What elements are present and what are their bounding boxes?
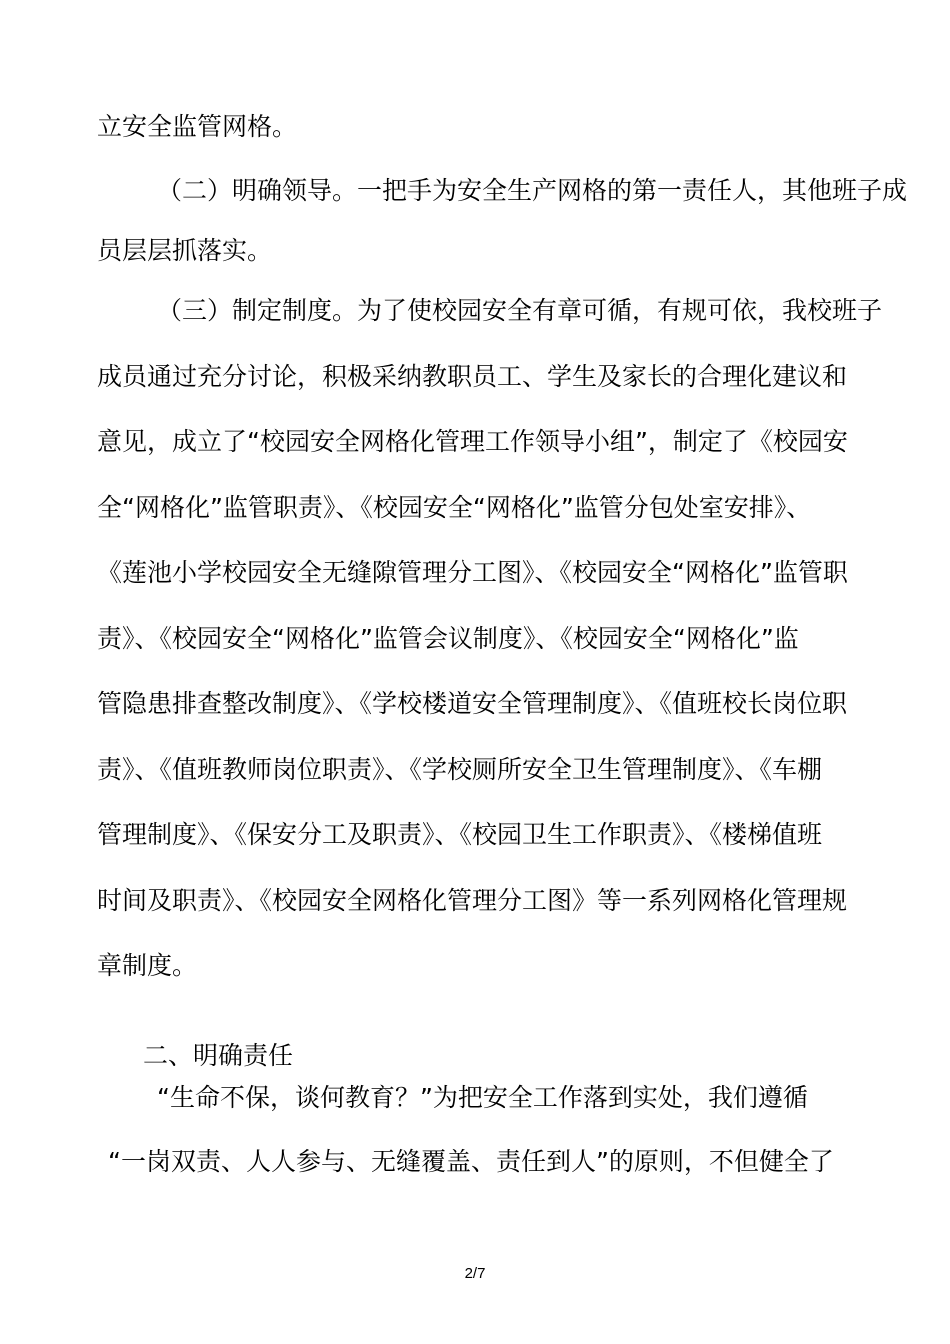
section-heading: 二、明确责任: [143, 1041, 294, 1070]
paragraph-line: 《莲池小学校园安全无缝隙管理分工图》、《校园安全“网格化”监管职: [97, 558, 848, 587]
paragraph-line: 立安全监管网格。: [97, 112, 298, 141]
paragraph-line: 管隐患排查整改制度》、《学校楼道安全管理制度》、《值班校长岗位职: [97, 689, 848, 718]
paragraph-line: 意见，成立了“校园安全网格化管理工作领导小组”，制定了《校园安: [97, 427, 848, 456]
paragraph-line: （三）制定制度。为了使校园安全有章可循，有规可依，我校班子: [157, 296, 883, 325]
paragraph-line: “一岗双责、人人参与、无缝覆盖、责任到人”的原则，不但健全了: [108, 1147, 834, 1176]
paragraph-line: 章制度。: [97, 951, 198, 980]
paragraph-line: 责》、《校园安全“网格化”监管会议制度》、《校园安全“网格化”监: [97, 624, 799, 653]
paragraph-line: 员层层抓落实。: [97, 236, 273, 265]
paragraph-line: 管理制度》、《保安分工及职责》、《校园卫生工作职责》、《楼梯值班: [97, 820, 823, 849]
paragraph-line: “生命不保，谈何教育？”为把安全工作落到实处，我们遵循: [157, 1083, 808, 1112]
paragraph-line: （二）明确领导。一把手为安全生产网格的第一责任人，其他班子成: [157, 176, 908, 205]
paragraph-line: 成员通过充分讨论，积极采纳教职员工、学生及家长的合理化建议和: [97, 362, 848, 391]
paragraph-line: 全“网格化”监管职责》、《校园安全“网格化”监管分包处室安排》、: [97, 493, 812, 522]
paragraph-line: 时间及职责》、《校园安全网格化管理分工图》等一系列网格化管理规: [97, 886, 848, 915]
paragraph-line: 责》、《值班教师岗位职责》、《学校厕所安全卫生管理制度》、《车棚: [97, 755, 823, 784]
page-number: 2/7: [464, 1265, 486, 1282]
